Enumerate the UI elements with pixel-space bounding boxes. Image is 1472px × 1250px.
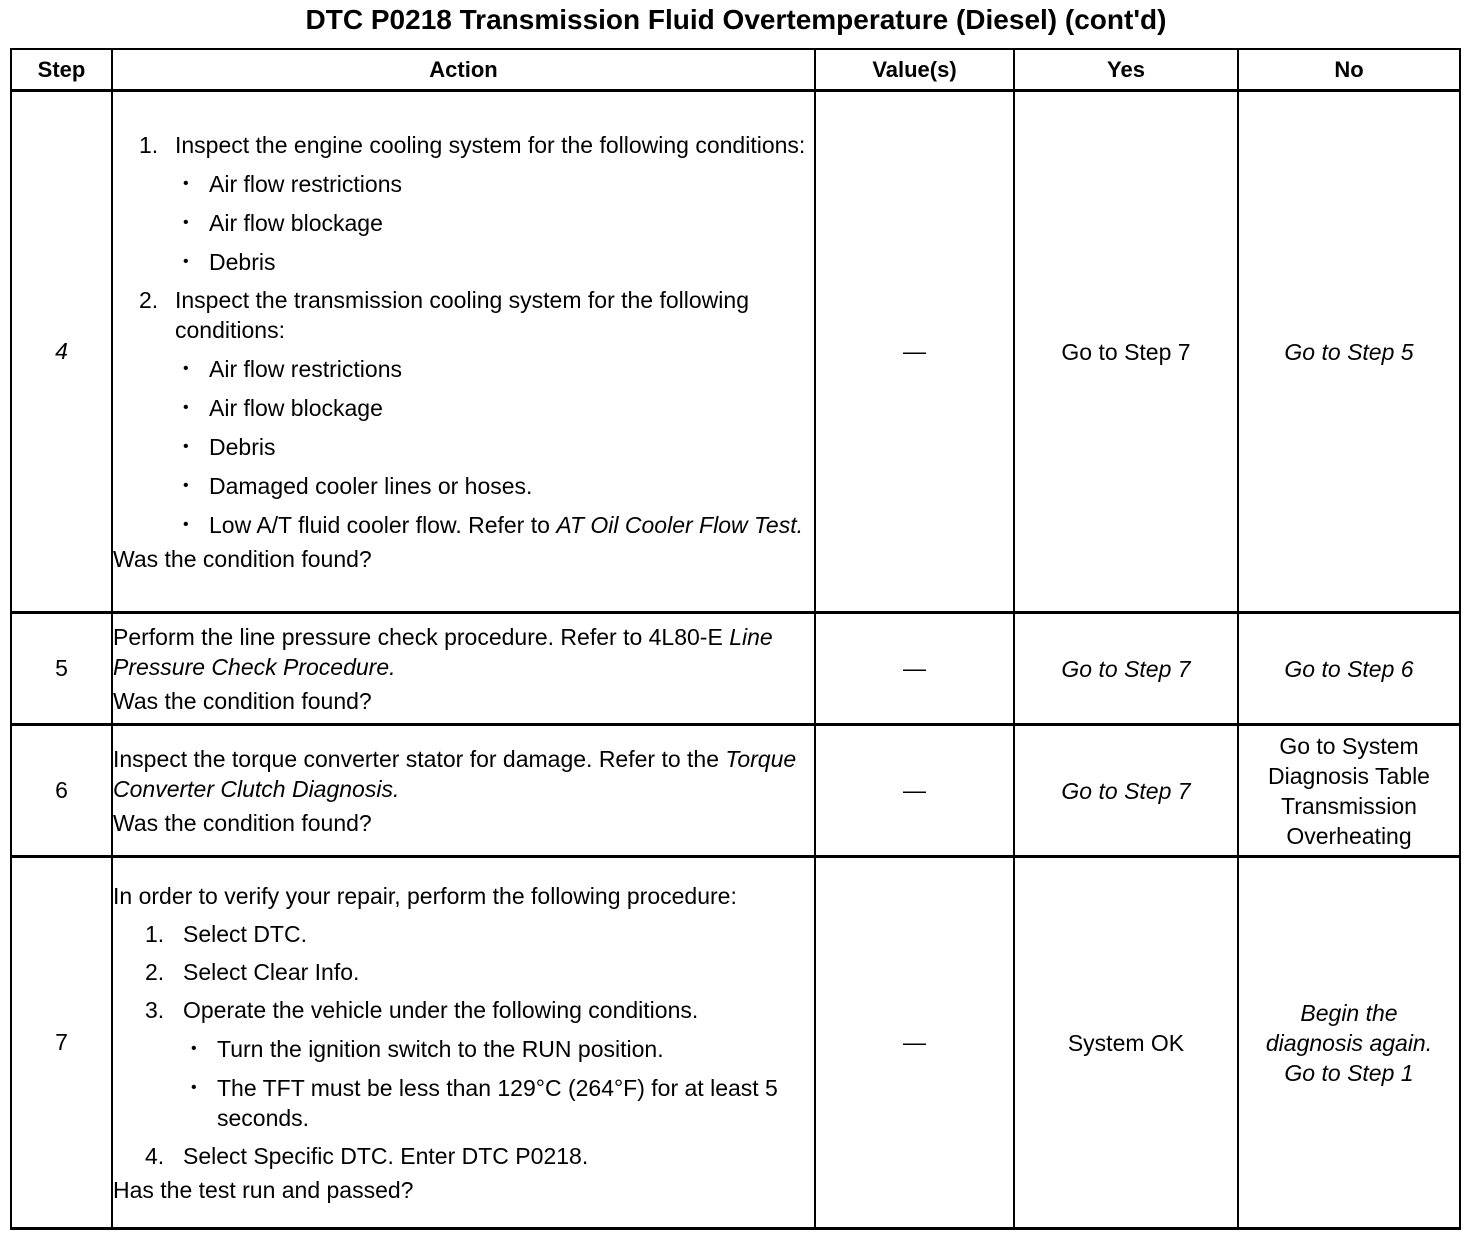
list-item: • Air flow blockage: [183, 394, 383, 421]
header-action: Action: [112, 49, 815, 91]
procedure-reference: Line Pressure Check Procedure.: [113, 623, 773, 680]
step-number: 4: [11, 91, 112, 613]
action-item: 1. Inspect the engine cooling system for the following conditions: • Air flow restrictions • Air flow blockage • Debris: [113, 130, 814, 277]
list-item: • Air flow restrictions: [183, 170, 402, 197]
list-item: • Debris: [183, 433, 276, 460]
list-item: • Low A/T fluid cooler flow. Refer to AT Oil Cooler Flow Test.: [183, 511, 803, 538]
diagnostic-table: [10, 48, 1461, 1230]
list-item: • Damaged cooler lines or hoses.: [183, 472, 533, 499]
page-title: DTC P0218 Transmission Fluid Overtemperature (Diesel) (cont'd): [305, 4, 1167, 35]
question-text: Was the condition found?: [113, 545, 372, 572]
yes-cell: Go to Step 7: [1014, 725, 1238, 857]
header-row: [11, 49, 1460, 91]
yes-cell: Go to Step 7: [1014, 613, 1238, 725]
table-row-step-7: [11, 857, 1460, 1229]
action-cell: In order to verify your repair, perform the following procedure: 1. Select DTC. 2. Select Clear Info. 3. Operate the vehicle under the following conditions. • Turn the ignition switch to the RUN position. • The TFT must be less than 129°C (264°F) for at least 5 seconds. 4. Select Specific DTC. Enter DTC P0218. Has the test run and passed?: [112, 857, 815, 1229]
action-item: 4. Select Specific DTC. Enter DTC P0218.: [145, 1142, 589, 1169]
header-no: No: [1238, 49, 1460, 91]
table-row-step-4: [11, 91, 1460, 613]
list-item: • Debris: [183, 248, 276, 275]
action-item: 3. Operate the vehicle under the following conditions. • Turn the ignition switch to the RUN position. • The TFT must be less than 129°C (264°F) for at least 5 seconds.: [113, 995, 814, 1133]
yes-cell: Go to Step 7: [1014, 91, 1238, 613]
action-cell: Perform the line pressure check procedure. Refer to 4L80-E Line Pressure Check Procedure. Was the condition found?: [112, 613, 815, 725]
header-values: Value(s): [815, 49, 1014, 91]
question-text: Has the test run and passed?: [113, 1176, 414, 1203]
header-yes: Yes: [1014, 49, 1238, 91]
list-item: • Turn the ignition switch to the RUN position.: [191, 1035, 664, 1062]
procedure-reference: AT Oil Cooler Flow Test.: [556, 511, 803, 538]
action-item: 1. Select DTC.: [145, 920, 307, 947]
value-cell: —: [815, 91, 1014, 613]
action-item: 2. Inspect the transmission cooling system for the following conditions: • Air flow restrictions • Air flow blockage • Debris • Damaged cooler lines or hoses. • Low A/T fluid cooler flow. Refer to AT Oil Cooler Flow Test.: [113, 285, 814, 540]
action-cell: [112, 91, 815, 613]
value-cell: —: [815, 725, 1014, 857]
no-cell: Go to System Diagnosis Table Transmission Overheating: [1238, 725, 1460, 857]
yes-cell: System OK: [1014, 857, 1238, 1229]
step-number: 6: [11, 725, 112, 857]
step-number: 5: [11, 613, 112, 725]
value-cell: —: [815, 613, 1014, 725]
list-item: • Air flow restrictions: [183, 355, 402, 382]
list-item: • The TFT must be less than 129°C (264°F) for at least 5 seconds.: [191, 1074, 778, 1131]
question-text: Was the condition found?: [113, 687, 372, 714]
action-item: 2. Select Clear Info.: [145, 958, 360, 985]
action-cell: Inspect the torque converter stator for damage. Refer to the Torque Converter Clutch Diagnosis. Was the condition found?: [112, 725, 815, 857]
no-cell: Go to Step 6: [1238, 613, 1460, 725]
table-row-step-6: [11, 725, 1460, 857]
header-step: Step: [11, 49, 112, 91]
question-text: Was the condition found?: [113, 809, 372, 836]
value-cell: —: [815, 857, 1014, 1229]
no-cell: Go to Step 5: [1238, 91, 1460, 613]
procedure-reference: Torque Converter Clutch Diagnosis.: [113, 745, 797, 802]
no-cell: Begin the diagnosis again. Go to Step 1: [1238, 857, 1460, 1229]
list-item: • Air flow blockage: [183, 209, 383, 236]
table-row-step-5: [11, 613, 1460, 725]
step-number: 7: [11, 857, 112, 1229]
